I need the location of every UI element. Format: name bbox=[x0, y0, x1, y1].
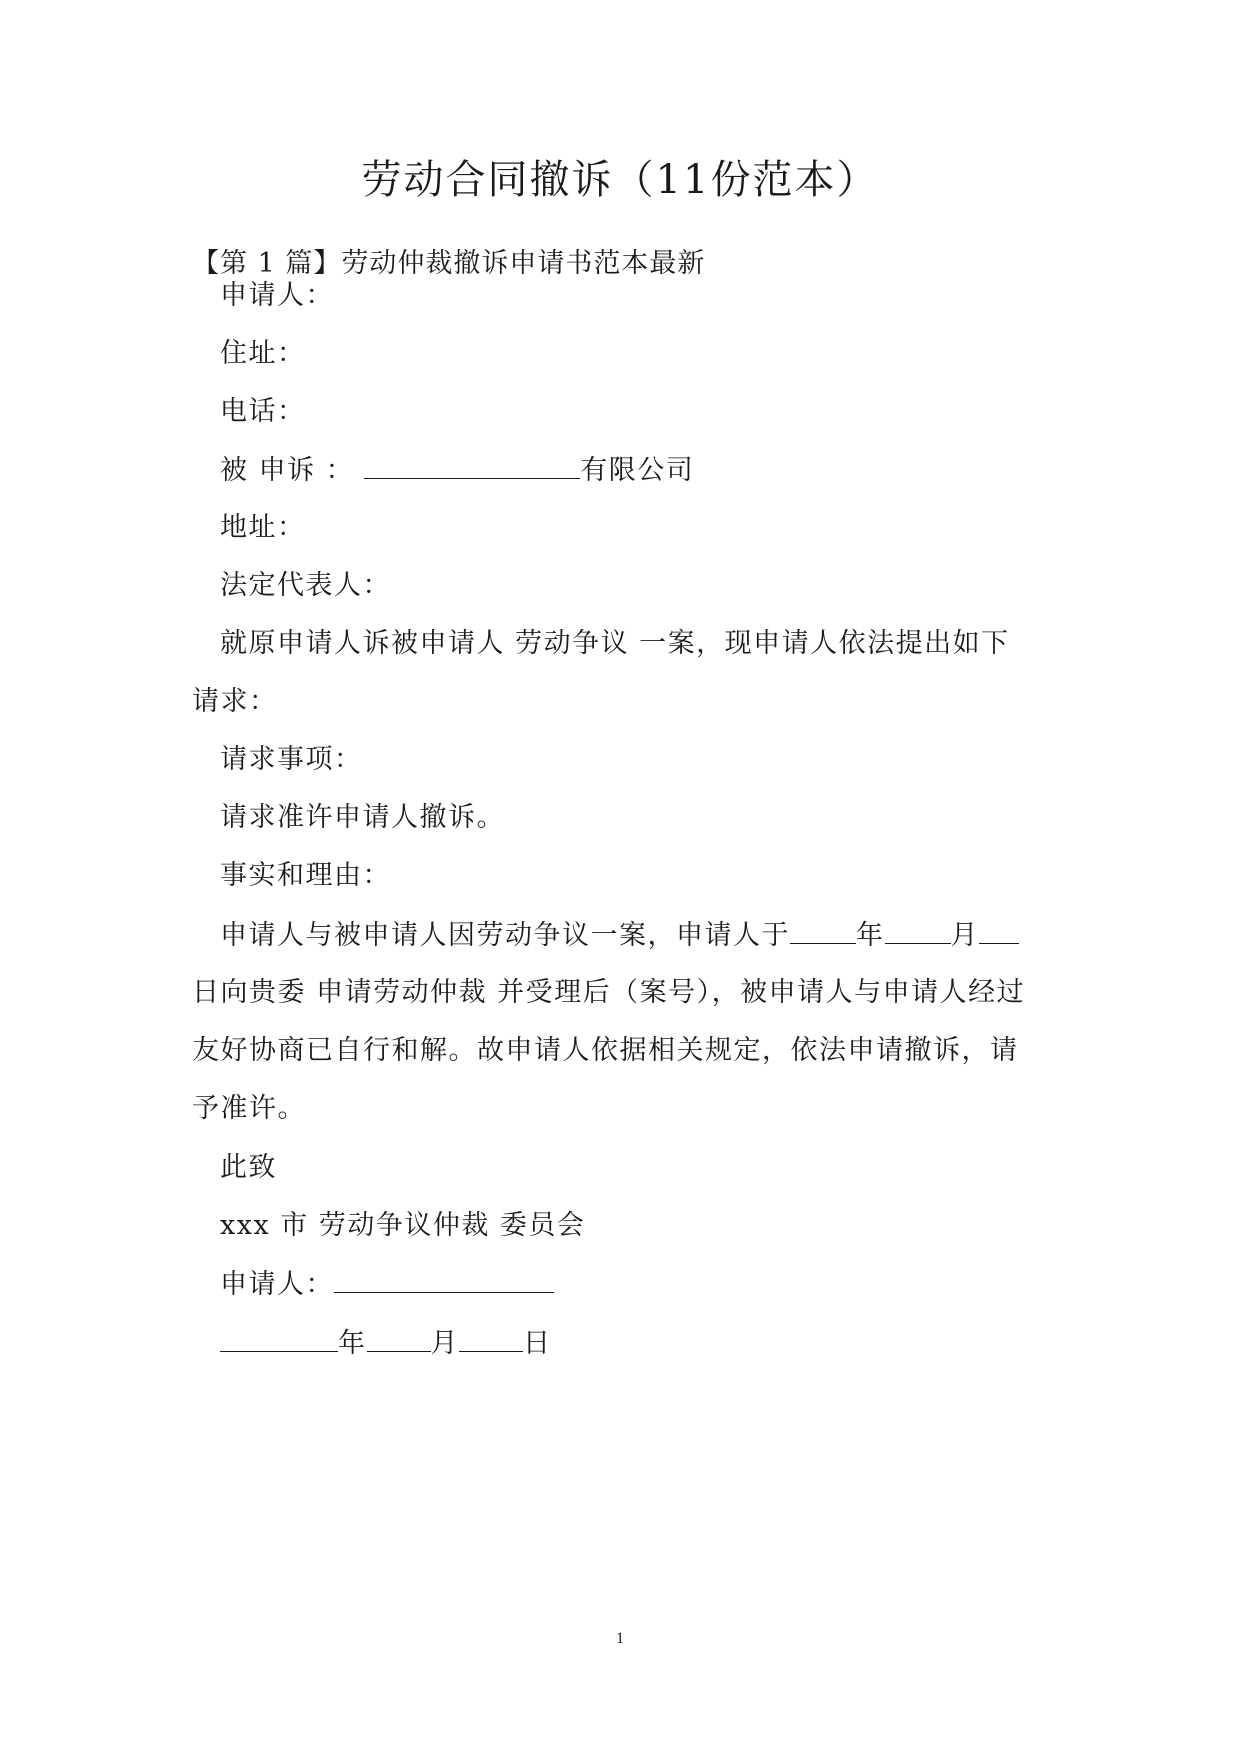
signature-blank bbox=[334, 1266, 554, 1293]
paragraph-line: 日向贵委 申请劳动仲裁 并受理后（案号），被申请人与申请人经过 bbox=[192, 977, 1026, 1008]
facts-label: 事实和理由： bbox=[220, 860, 391, 891]
respondent-suffix: 有限公司 bbox=[580, 455, 695, 486]
phone-label: 电话： bbox=[220, 396, 306, 427]
address-label: 住址： bbox=[220, 338, 306, 369]
committee: xxx 市 劳动争议仲裁 委员会 bbox=[220, 1210, 586, 1241]
request-item: 请求准许申请人撤诉。 bbox=[220, 802, 505, 833]
respondent-line bbox=[220, 452, 694, 489]
month-blank bbox=[885, 917, 951, 944]
respondent-blank bbox=[364, 452, 580, 479]
day-blank bbox=[979, 917, 1019, 944]
facts-line bbox=[220, 917, 1019, 954]
signature-label: 申请人： bbox=[220, 1269, 334, 1300]
respondent-address-label: 地址： bbox=[220, 512, 306, 543]
request-items-label: 请求事项： bbox=[220, 744, 363, 775]
legal-rep-label: 法定代表人： bbox=[220, 570, 391, 601]
date-line bbox=[220, 1325, 552, 1362]
paragraph-line: 友好协商已自行和解。故申请人依据相关规定，依法申请撤诉，请 bbox=[192, 1035, 1019, 1066]
year-blank bbox=[790, 917, 856, 944]
date-day-blank bbox=[459, 1325, 523, 1352]
respondent-label: 被 申诉 ： bbox=[220, 455, 355, 486]
closing: 此致 bbox=[220, 1152, 277, 1183]
signature-line bbox=[220, 1266, 554, 1303]
section-heading: 【第 1 篇】劳动仲裁撤诉申请书范本最新 bbox=[192, 248, 706, 279]
date-year-blank bbox=[220, 1325, 338, 1352]
month-label: 月 bbox=[950, 920, 979, 951]
applicant-label: 申请人： bbox=[220, 280, 334, 311]
facts-text: 申请人与被申请人因劳动争议一案，申请人于 bbox=[220, 920, 790, 951]
paragraph-line: 请求： bbox=[192, 686, 278, 717]
document-title: 劳动合同撤诉（11份范本） bbox=[361, 157, 879, 203]
paragraph-line: 就原申请人诉被申请人 劳动争议 一案，现申请人依法提出如下 bbox=[220, 628, 1010, 659]
date-day-label: 日 bbox=[523, 1328, 552, 1359]
date-year-label: 年 bbox=[338, 1328, 367, 1359]
date-month-label: 月 bbox=[430, 1328, 459, 1359]
page-number: 1 bbox=[616, 1630, 624, 1647]
date-month-blank bbox=[367, 1325, 431, 1352]
paragraph-line: 予准许。 bbox=[192, 1093, 306, 1124]
year-label: 年 bbox=[856, 920, 885, 951]
